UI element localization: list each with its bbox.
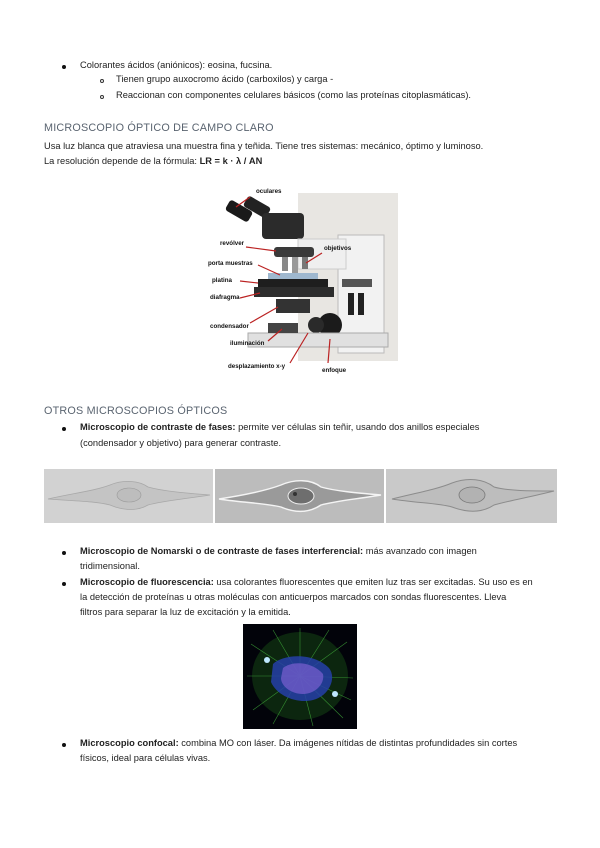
- phase-contrast-line2: (condensador y objetivo) para generar contraste.: [80, 438, 282, 448]
- formula-intro: La resolución depende de la fórmula:: [44, 156, 200, 166]
- fluorescence-image: [243, 624, 357, 729]
- bullet: [62, 427, 66, 431]
- label-desplazamiento: desplazamiento x-y: [228, 363, 286, 370]
- acid-stain-item: Colorantes ácidos (aniónicos): eosina, fucsina.: [80, 60, 273, 70]
- confocal-title: Microscopio confocal:: [80, 738, 179, 748]
- fluorescence-line2: la detección de proteínas u otras moléculas con anticuerpos marcados con sondas fluorescentes. Lleva: [80, 592, 507, 602]
- phase-contrast-line1: [80, 421, 479, 434]
- label-enfoque: enfoque: [322, 367, 347, 374]
- label-diafragma: diafragma: [210, 294, 240, 301]
- microscope-figure: [198, 183, 398, 379]
- nomarski-line1: [80, 545, 477, 558]
- other-microscopes-heading: OTROS MICROSCOPIOS ÓPTICOS: [44, 405, 228, 417]
- confocal-text1: combina MO con láser. Da imágenes nítidas de distintas profundidades sin cortes: [178, 738, 518, 748]
- label-condensador: condensador: [210, 323, 249, 330]
- bright-field-line2: [44, 155, 262, 168]
- sub-bullet: [100, 79, 104, 83]
- confocal-line2: físicos, ideal para células vivas.: [80, 753, 211, 763]
- label-porta-muestras: porta muestras: [208, 260, 253, 267]
- bright-field-heading: MICROSCOPIO ÓPTICO DE CAMPO CLARO: [44, 122, 274, 134]
- nomarski-text1: más avanzado con imagen: [363, 546, 477, 556]
- nomarski-title: Microscopio de Nomarski o de contraste de fases interferencial:: [80, 546, 364, 556]
- resolution-formula: LR = k · λ / AN: [199, 156, 263, 166]
- confocal-line1: [80, 737, 517, 750]
- acid-stain-sub2: Reaccionan con componentes celulares básicos (como las proteínas citoplasmáticas).: [116, 90, 472, 100]
- cell-image-dic: [386, 469, 557, 523]
- bullet: [62, 65, 66, 69]
- fluorescence-line1: [80, 576, 533, 589]
- bright-field-line1: Usa luz blanca que atraviesa una muestra fina y teñida. Tiene tres sistemas: mecánico, óptimo y luminoso.: [44, 141, 484, 151]
- bullet: [62, 582, 66, 586]
- cell-image-brightfield: [44, 469, 213, 523]
- label-revolver: revólver: [220, 240, 245, 247]
- fluorescence-title: Microscopio de fluorescencia:: [80, 577, 214, 587]
- cell-image-phase-contrast: [215, 469, 384, 523]
- nomarski-line2: tridimensional.: [80, 561, 140, 571]
- bullet: [62, 743, 66, 747]
- bullet: [62, 551, 66, 555]
- label-oculares: oculares: [256, 188, 282, 195]
- fluorescence-line3: filtros para separar la luz de excitación y la emitida.: [80, 607, 291, 617]
- phase-contrast-text1: permite ver células sin teñir, usando dos anillos especiales: [235, 422, 480, 432]
- phase-contrast-title: Microscopio de contraste de fases:: [80, 422, 236, 432]
- label-objetivos: objetivos: [324, 245, 352, 252]
- label-iluminacion: iluminación: [230, 340, 265, 347]
- fluorescence-text1: usa colorantes fluorescentes que emiten luz tras ser excitadas. Su uso es en: [213, 577, 533, 587]
- label-platina: platina: [212, 277, 232, 284]
- acid-stain-sub1: Tienen grupo auxocromo ácido (carboxilos) y carga -: [116, 74, 334, 84]
- sub-bullet: [100, 95, 104, 99]
